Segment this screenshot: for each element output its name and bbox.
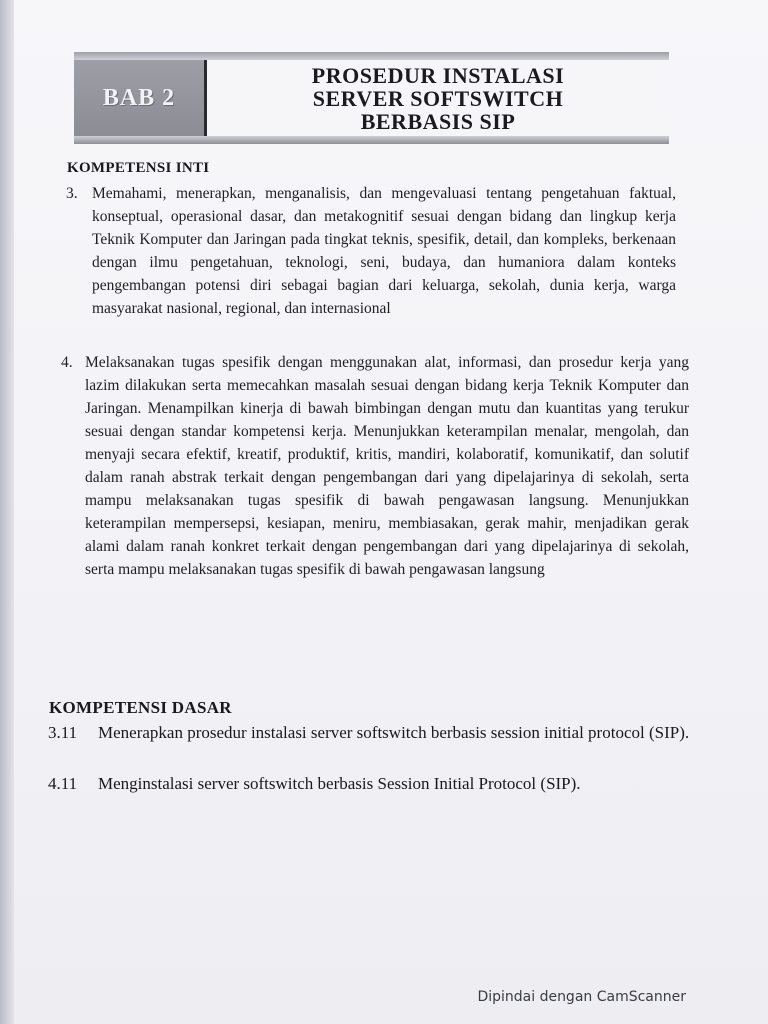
item-number: 4. — [61, 354, 73, 371]
item-text: Melaksanakan tugas spesifik dengan menggunakan alat, informasi, dan prosedur kerja yang lazim dilakukan serta memecahkan masalah sesuai dengan bidang kerja Teknik Komputer dan Jaringan. Menampilkan kinerja di bawah bimbingan dengan mutu dan kuantitas yang terukur sesuai dengan standar kompetensi kerja. Menunjukkan keterampilan menalar, mengolah, dan menyaji secara efektif, kreatif, produktif, kritis, mandiri, kolaboratif, komunikatif, dan solutif dalam ranah abstrak terkait dengan pengembangan dari yang dipelajarinya di sekolah, serta mampu melaksanakan tugas spesifik di bawah pengawasan langsung. Menunjukkan keterampilan mempersepsi, kesiapan, meniru, membiasakan, gerak mahir, menjadikan gerak alami dalam ranah konkret terkait dengan pengembangan dari yang dipelajarinya di sekolah, serta mampu melaksanakan tugas spesifik di bawah pengawasan langsung — [85, 354, 689, 578]
chapter-title-line-2: SERVER SOFTSWITCH — [312, 85, 564, 111]
chapter-label: BAB 2 — [102, 84, 176, 111]
scanner-watermark: Dipindai dengan CamScanner — [477, 989, 686, 1005]
scanned-page — [14, 0, 768, 1024]
item-number: 3. — [66, 185, 78, 202]
kompetensi-dasar-item-4-11 — [48, 772, 698, 796]
chapter-title-line-3: BERBASIS SIP — [360, 108, 516, 134]
kompetensi-dasar-heading: KOMPETENSI DASAR — [49, 698, 232, 717]
chapter-number-box — [74, 60, 204, 136]
header-bottom-rule — [74, 136, 669, 144]
item-number: 3.11 — [48, 723, 78, 742]
page-gutter-shadow — [0, 0, 14, 1024]
chapter-header — [74, 52, 669, 144]
item-number: 4.11 — [48, 774, 78, 793]
chapter-title-line-1: PROSEDUR INSTALASI — [311, 62, 565, 88]
kompetensi-inti-item-4 — [61, 351, 689, 581]
header-top-rule — [74, 52, 669, 60]
item-text: Menerapkan prosedur instalasi server softswitch berbasis session initial protocol (SIP). — [98, 723, 690, 742]
chapter-title — [207, 60, 669, 136]
item-text: Memahami, menerapkan, menganalisis, dan mengevaluasi tentang pengetahuan faktual, konseptual, operasional dasar, dan metakognitif sesuai dengan bidang dan lingkup kerja Teknik Komputer dan Jaringan pada tingkat teknis, spesifik, detail, dan kompleks, berkenaan dengan ilmu pengetahuan, teknologi, seni, budaya, dan humaniora dalam konteks pengembangan potensi diri sebagai bagian dari keluarga, sekolah, dunia kerja, warga masyarakat nasional, regional, dan internasional — [92, 185, 676, 317]
kompetensi-inti-item-3 — [66, 182, 676, 320]
item-text: Menginstalasi server softswitch berbasis Session Initial Protocol (SIP). — [98, 774, 581, 793]
kompetensi-dasar-item-3-11 — [48, 721, 698, 745]
kompetensi-inti-heading: KOMPETENSI INTI — [67, 160, 210, 176]
